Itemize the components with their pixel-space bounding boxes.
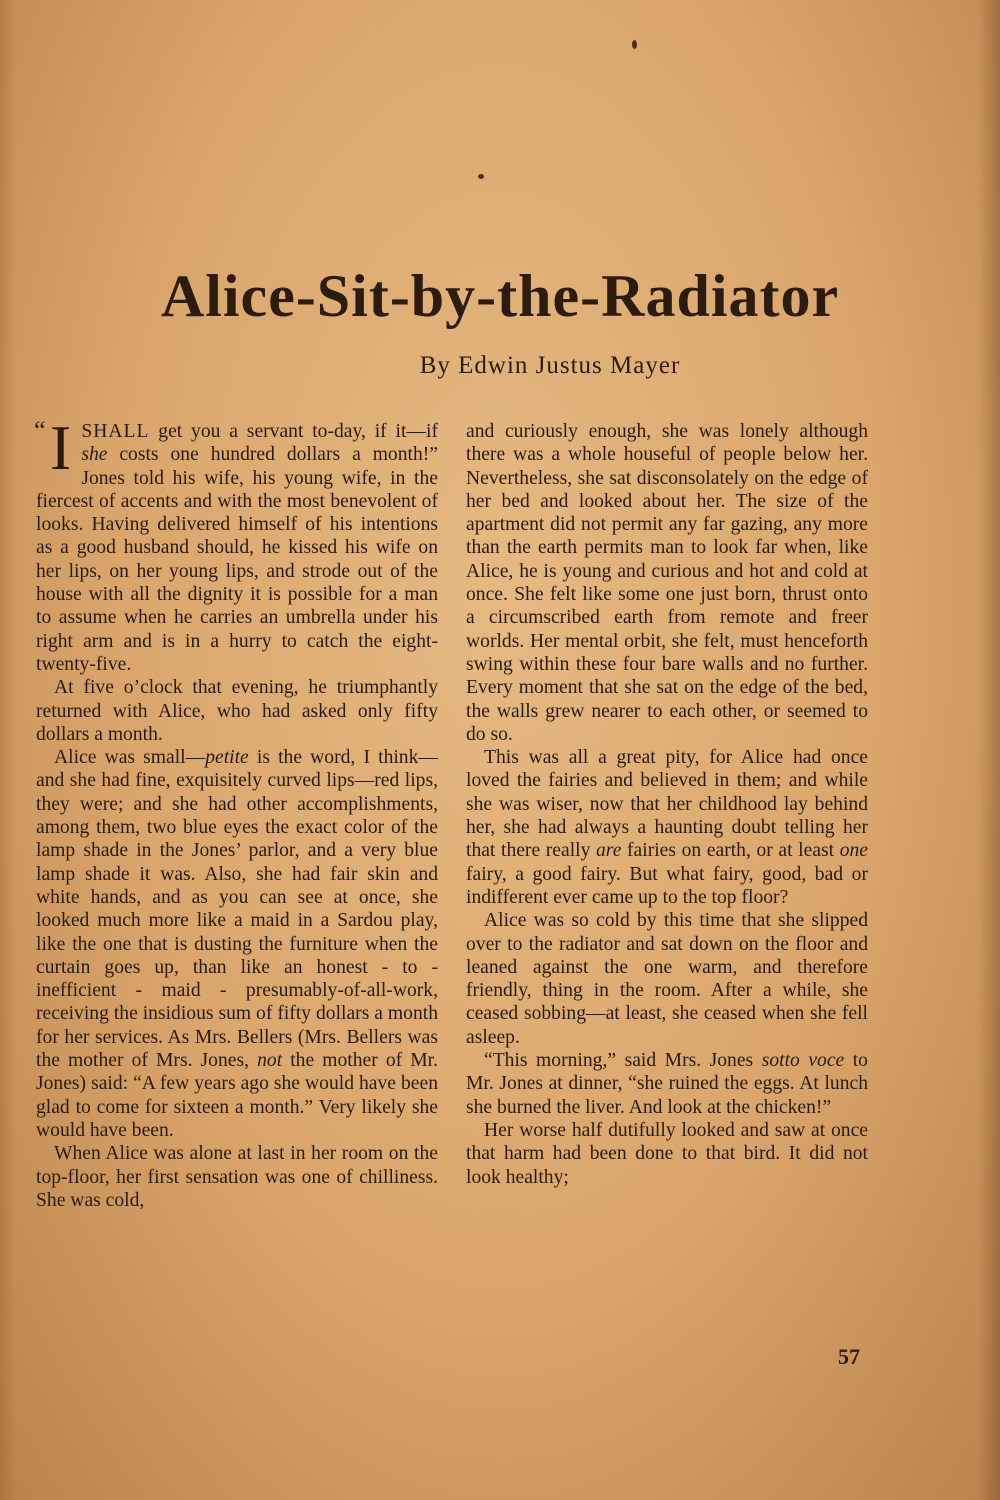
right-paragraph-2-text-a: This was all a great pity, for Alice had once loved the fairies and believed in them; and while she was wiser, now that her childhood lay behind her, she had always a haunting doubt telling her that there really bbox=[466, 747, 868, 862]
left-paragraph-1-text-b: costs one hundred dollars a month!” Jones told his wife, his young wife, in the fiercest of accents and with the most benevolent of looks. Having delivered himself of his intentions as a good husband should, he kissed his wife on her lips, on her young lips, and strode out of the house with all the dignity it is possible for a man to assume when he carries an umbrella under his right arm and is in a hurry to catch the eight-twenty-five. bbox=[36, 444, 438, 675]
right-column bbox=[466, 420, 868, 1189]
left-paragraph-1-text-a: get you a servant to-day, if it—if bbox=[149, 421, 438, 442]
page-number: 57 bbox=[838, 1344, 860, 1369]
left-paragraph-1-emphasis: she bbox=[81, 444, 108, 466]
right-paragraph-2-text-b: fairies on earth, or at least bbox=[621, 840, 840, 862]
left-paragraph-3-emphasis: petite bbox=[205, 747, 249, 769]
opening-quote-mark: “ bbox=[34, 416, 46, 445]
right-paragraph-4-text-a: “This morning,” said Mrs. Jones bbox=[484, 1050, 762, 1072]
article-byline: By Edwin Justus Mayer bbox=[419, 352, 681, 379]
left-column bbox=[34, 412, 438, 1212]
page-edge-shadow-left bbox=[0, 0, 16, 1500]
left-paragraph-4: When Alice was alone at last in her room on the top-floor, her first sensation was one of chilliness. She was cold, bbox=[36, 1143, 438, 1211]
right-paragraph-1: and curiously enough, she was lonely although there was a whole houseful of people below her. Nevertheless, she sat disconsolately on the edge of her bed and looked about her. The size of the apartment did not permit any far gazing, any more than the earth permits man to look far when, like Alice, he is young and curious and hot and cold at once. She felt like some one just born, thrust onto a circumscribed earth from remote and freer worlds. Her mental orbit, she felt, must henceforth swing within these four bare walls and no further. Every moment that she sat on the edge of the bed, the walls grew nearer to each other, or seemed to do so. bbox=[466, 421, 868, 745]
right-paragraph-2 bbox=[466, 746, 868, 909]
left-paragraph-1 bbox=[34, 412, 438, 676]
article-title: Alice-Sit-by-the-Radiator bbox=[160, 263, 840, 329]
opening-paragraph bbox=[34, 412, 438, 676]
right-paragraph-2-text-c: fairy, a good fairy. But what fairy, good, bad or indifferent ever came up to the top floor? bbox=[466, 863, 868, 908]
ink-speck-mid bbox=[478, 174, 484, 179]
left-paragraph-3-emphasis-2: not bbox=[257, 1050, 283, 1072]
left-paragraph-3-text-b: is the word, I think—and she had fine, exquisitely curved lips—red lips, they were; and she had other accomplishments, among them, two blue eyes the exact color of the lamp shade in the Jones’ parlor, and a very blue lamp shade it was. Also, she had fair skin and white hands, and as you can see at once, she looked much more like a maid in a Sardou play, like the one that is dusting the furniture when the curtain goes up, than like an honest - to - inefficient - maid - presumably-of-all-work, receiving the insidious sum of fifty dollars a month for her services. As Mrs. Bellers (Mrs. Bellers was the mother of Mrs. Jones, bbox=[36, 747, 438, 1072]
left-paragraph-3-text-c: the mother of Mr. Jones) said: “A few years ago she would have been glad to come for sixteen a month.” Very likely she would have been. bbox=[36, 1050, 438, 1141]
right-paragraph-4-text-b: to Mr. Jones at dinner, “she ruined the eggs. At lunch she burned the liver. And look at the chicken!” bbox=[466, 1050, 868, 1118]
right-paragraph-4-emphasis: sotto voce bbox=[761, 1050, 845, 1072]
left-paragraph-3 bbox=[36, 746, 438, 1142]
page-edge-shadow-right bbox=[978, 0, 1000, 1500]
right-paragraph-4 bbox=[466, 1049, 868, 1119]
right-paragraph-2-emphasis-2: one bbox=[839, 840, 868, 862]
right-paragraph-5: Her worse half dutifully looked and saw at once that harm had been done to that bird. It did not look healthy; bbox=[466, 1119, 868, 1188]
ink-speck-top bbox=[632, 40, 637, 49]
first-word: SHALL bbox=[81, 421, 150, 442]
left-paragraph-2: At five o’clock that evening, he triumphantly returned with Alice, who had asked only fifty dollars a month. bbox=[36, 677, 438, 745]
left-paragraph-3-text-a: Alice was small— bbox=[54, 747, 206, 769]
right-paragraph-2-emphasis-1: are bbox=[596, 840, 622, 862]
right-paragraph-3: Alice was so cold by this time that she slipped over to the radiator and sat down on the floor and leaned against the one warm, and therefore friendly, thing in the room. After a while, she ceased sobbing—at least, she ceased when she fell asleep. bbox=[466, 910, 868, 1048]
drop-cap: I bbox=[50, 412, 72, 483]
